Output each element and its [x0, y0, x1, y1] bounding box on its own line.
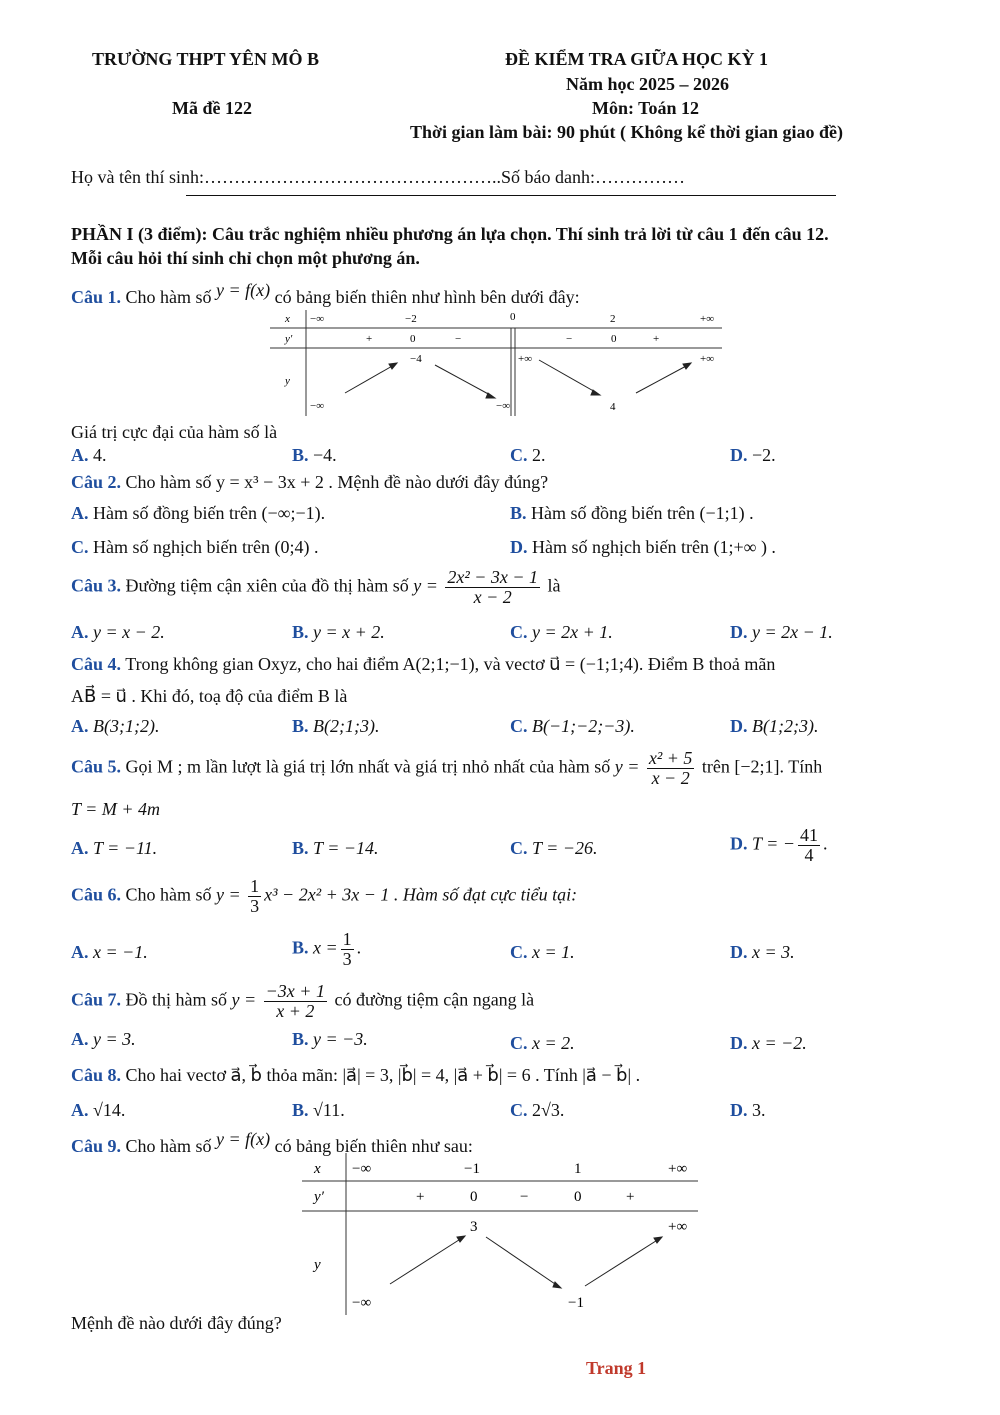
q4-label: Câu 4.: [71, 654, 122, 674]
option-label: D.: [730, 445, 748, 465]
option-text: .: [356, 937, 362, 958]
option-text: y = 2x − 1.: [752, 622, 833, 642]
option-text: y = x − 2.: [93, 622, 165, 642]
q4-option-a[interactable]: [71, 716, 159, 737]
q9-func: y = f(x): [216, 1129, 271, 1149]
q9-label: Câu 9.: [71, 1136, 122, 1156]
option-text: y = 3.: [93, 1029, 136, 1049]
fraction-denominator: x − 2: [651, 767, 690, 788]
option-label: B.: [510, 503, 527, 523]
option-text: x =: [313, 937, 338, 958]
option-text: x = −1.: [93, 942, 148, 962]
q9-y-val: +∞: [668, 1219, 688, 1235]
q3-stem: [71, 568, 561, 607]
q1-sign: 0: [410, 333, 416, 345]
q5-pre: Gọi M ; m lần lượt là giá trị lớn nhất và giá trị nhỏ nhất của hàm số: [125, 756, 611, 777]
option-label: A.: [71, 622, 89, 642]
q1-x-val: 0: [510, 311, 516, 323]
q1-option-c[interactable]: [510, 445, 546, 466]
q3-post: là: [547, 575, 561, 596]
q9-y-val: −1: [568, 1295, 584, 1311]
option-text: Hàm số nghịch biến trên (0;4) .: [93, 537, 319, 557]
q1-question: Giá trị cực đại của hàm số là: [71, 422, 278, 442]
q4-line1: Trong không gian Oxyz, cho hai điểm A(2;1;−1), và vectơ u⃗ = (−1;1;4). Điểm B thoả mãn: [125, 654, 776, 674]
q1-x-val: 2: [610, 313, 616, 325]
q1-x-val: −2: [405, 313, 417, 325]
q4-line2: AB⃗ = u⃗ . Khi đó, toạ độ của điểm B là: [71, 686, 348, 706]
option-text: √11.: [313, 1100, 345, 1120]
option-text: T = −26.: [532, 838, 598, 858]
q3-y: y =: [413, 575, 438, 596]
q3-label: Câu 3.: [71, 575, 122, 596]
q9-sign: +: [626, 1189, 635, 1205]
subject: Môn: Toán 12: [592, 98, 700, 118]
exam-title: ĐỀ KIỂM TRA GIỮA HỌC KỲ 1: [505, 49, 769, 69]
q2-option-c[interactable]: [71, 537, 318, 558]
option-label: D.: [510, 537, 528, 557]
q5-option-d[interactable]: [730, 826, 827, 865]
q1-x-val: +∞: [700, 313, 715, 325]
q8-stem: [71, 1065, 640, 1086]
q4-option-d[interactable]: [730, 716, 818, 737]
option-label: C.: [510, 838, 528, 858]
q5-stem: [71, 749, 822, 788]
q7-label: Câu 7.: [71, 989, 122, 1010]
fraction-numerator: −3x + 1: [265, 981, 325, 1001]
option-label: C.: [510, 942, 528, 962]
option-label: C.: [510, 445, 528, 465]
q1-y-val: −4: [410, 353, 422, 365]
option-text: Hàm số nghịch biến trên (1;+∞ ) .: [532, 537, 776, 557]
option-label: D.: [730, 942, 748, 962]
q1-label: Câu 1.: [71, 287, 122, 307]
option-text: 2.: [532, 445, 546, 465]
option-text: B(3;1;2).: [93, 716, 160, 736]
option-label: B.: [292, 1029, 309, 1049]
fraction-denominator: 3: [250, 895, 260, 916]
q7-post: có đường tiệm cận ngang là: [334, 989, 535, 1010]
q8-label: Câu 8.: [71, 1065, 122, 1085]
fraction-numerator: 1: [342, 929, 352, 949]
option-label: B.: [292, 445, 309, 465]
option-label: D.: [730, 833, 748, 854]
q5-post: trên [−2;1]. Tính: [701, 756, 823, 777]
q2-stem: [71, 472, 548, 493]
q1-option-d[interactable]: [730, 445, 776, 466]
option-text: T = −11.: [93, 838, 158, 858]
fraction-numerator: x² + 5: [648, 748, 693, 768]
q1-sign: −: [455, 333, 462, 345]
q4-option-c[interactable]: [510, 716, 635, 737]
fraction-denominator: 4: [804, 844, 814, 865]
option-label: D.: [730, 1100, 748, 1120]
q2-label: Câu 2.: [71, 472, 122, 492]
page-number: Trang 1: [586, 1358, 647, 1378]
option-label: A.: [71, 445, 89, 465]
option-label: A.: [71, 1029, 89, 1049]
option-label: D.: [730, 716, 748, 736]
q3-fraction: [445, 568, 540, 607]
student-info-line: Họ và tên thí sinh:…………………………………………..Số báo danh:……………: [71, 167, 685, 187]
q5-option-a[interactable]: [71, 838, 157, 859]
school-name: TRƯỜNG THPT YÊN MÔ B: [92, 49, 320, 69]
q2-option-a[interactable]: [71, 503, 325, 524]
q8-option-b[interactable]: [292, 1100, 345, 1121]
q1-post: có bảng biến thiên như hình bên dưới đây:: [274, 287, 580, 307]
q1-y-val: −∞: [496, 400, 511, 412]
q3-option-d[interactable]: [730, 622, 833, 643]
q1-x-label: x: [285, 313, 290, 325]
q6-option-d[interactable]: [730, 942, 795, 963]
option-label: A.: [71, 1100, 89, 1120]
q8-text: Cho hai vectơ a⃗, b⃗ thỏa mãn: |a⃗| = 3, |b⃗| = 4, |a⃗ + b⃗| = 6 . Tính |a⃗ − b⃗| .: [125, 1065, 641, 1085]
q9-yp-label: y′: [314, 1189, 324, 1205]
q5-label: Câu 5.: [71, 756, 122, 777]
option-text: x = −2.: [752, 1033, 807, 1053]
q6-option-b[interactable]: [292, 930, 361, 969]
option-text: B(2;1;3).: [313, 716, 380, 736]
q1-y-val: +∞: [700, 353, 715, 365]
option-text: 3.: [752, 1100, 766, 1120]
option-label: C.: [510, 1100, 528, 1120]
option-label: B.: [292, 1100, 309, 1120]
q2-option-d[interactable]: [510, 537, 776, 558]
fraction-numerator: 1: [250, 876, 260, 896]
fraction-denominator: 3: [342, 948, 352, 969]
q9-post: có bảng biến thiên như sau:: [274, 1136, 473, 1156]
header-divider: [186, 195, 836, 196]
part1-heading: PHẦN I (3 điểm): Câu trắc nghiệm nhiều phương án lựa chọn. Thí sinh trả lời từ câu 1 đến câu 12.: [71, 224, 829, 244]
q9-sign: −: [520, 1189, 529, 1205]
option-text: Hàm số đồng biến trên (−∞;−1).: [93, 503, 326, 523]
q6-pre: Cho hàm số: [125, 884, 212, 905]
option-text: 2√3.: [532, 1100, 565, 1120]
exam-time: Thời gian làm bài: 90 phút ( Không kể thời gian giao đề): [410, 122, 844, 142]
q1-variation-table: [270, 308, 722, 416]
option-text: B(1;2;3).: [752, 716, 819, 736]
q9-y-val: 3: [470, 1219, 478, 1235]
q1-x-val: −∞: [310, 313, 325, 325]
q1-y-val: −∞: [310, 400, 325, 412]
q1-yp-label: y′: [285, 333, 293, 345]
option-text: T = −: [752, 833, 795, 854]
option-label: D.: [730, 1033, 748, 1053]
option-label: A.: [71, 838, 89, 858]
q5-expression: T = M + 4m: [71, 799, 160, 819]
option-label: A.: [71, 503, 89, 523]
q8-option-a[interactable]: [71, 1100, 125, 1121]
option-label: A.: [71, 942, 89, 962]
q9-y-val: −∞: [352, 1295, 372, 1311]
q1-func: y = f(x): [216, 280, 271, 300]
option-text: −4.: [313, 445, 337, 465]
q8-option-d[interactable]: [730, 1100, 766, 1121]
q7-fraction: [264, 982, 327, 1021]
q1-option-a[interactable]: [71, 445, 107, 466]
q5-y: y =: [614, 756, 640, 777]
q1-sign: −: [566, 333, 573, 345]
option-text: .: [822, 833, 828, 854]
option-label: C.: [71, 537, 89, 557]
q5-option-c[interactable]: [510, 838, 597, 859]
q4-option-b[interactable]: [292, 716, 380, 737]
q6-post: x³ − 2x² + 3x − 1 . Hàm số đạt cực tiểu tại:: [264, 884, 578, 905]
q6-option-a[interactable]: [71, 942, 148, 963]
q9-pre: Cho hàm số: [125, 1136, 212, 1156]
q7-option-a[interactable]: [71, 1029, 136, 1050]
option-text: T = −14.: [313, 838, 379, 858]
q2-option-b[interactable]: [510, 503, 754, 524]
option-label: C.: [510, 622, 528, 642]
option-label: D.: [730, 622, 748, 642]
q9-x-val: −∞: [352, 1161, 372, 1177]
school-year: Năm học 2025 – 2026: [566, 74, 729, 94]
q3-option-a[interactable]: [71, 622, 165, 643]
q1-sign: +: [653, 333, 660, 345]
q9-sign: 0: [470, 1189, 478, 1205]
option-text: y = −3.: [313, 1029, 368, 1049]
q8-option-c[interactable]: [510, 1100, 564, 1121]
exam-code: Mã đề 122: [172, 98, 252, 118]
option-text: Hàm số đồng biến trên (−1;1) .: [531, 503, 754, 523]
option-text: √14.: [93, 1100, 126, 1120]
option-label: C.: [510, 716, 528, 736]
q7-option-d[interactable]: [730, 1033, 807, 1054]
q5-line2: [71, 799, 160, 820]
q6-y: y =: [216, 884, 241, 905]
q3-pre: Đường tiệm cận xiên của đồ thị hàm số: [125, 575, 409, 596]
q9-x-val: +∞: [668, 1161, 688, 1177]
q3-option-b[interactable]: [292, 622, 385, 643]
option-text: 4.: [93, 445, 107, 465]
q1-y-label: y: [285, 375, 290, 387]
q1-option-b[interactable]: [292, 445, 337, 466]
q7-y: y =: [231, 989, 257, 1010]
q7-stem: [71, 982, 534, 1021]
q5-d-fraction: [798, 826, 820, 865]
q2-text: Cho hàm số y = x³ − 3x + 2 . Mệnh đề nào dưới đây đúng?: [125, 472, 549, 492]
q6-fraction: [248, 877, 261, 916]
option-text: x = 1.: [532, 942, 575, 962]
option-label: B.: [292, 937, 309, 958]
q1-y-val: +∞: [518, 353, 533, 365]
q1-pre: Cho hàm số: [125, 287, 212, 307]
part1-instruction: Mỗi câu hỏi thí sinh chỉ chọn một phương án.: [71, 248, 420, 268]
option-text: B(−1;−2;−3).: [532, 716, 635, 736]
q9-question: Mệnh đề nào dưới đây đúng?: [71, 1313, 282, 1333]
q3-option-c[interactable]: [510, 622, 613, 643]
q7-option-c[interactable]: [510, 1033, 575, 1054]
q9-variation-table: [302, 1153, 698, 1315]
option-text: −2.: [752, 445, 776, 465]
q4-stem: [71, 654, 775, 675]
option-label: B.: [292, 622, 309, 642]
q9-sign: +: [416, 1189, 425, 1205]
q6-b-fraction: [341, 930, 354, 969]
option-label: B.: [292, 838, 309, 858]
option-text: y = x + 2.: [313, 622, 385, 642]
q5-fraction: [647, 749, 695, 788]
q6-option-c[interactable]: [510, 942, 575, 963]
fraction-numerator: 41: [799, 825, 818, 845]
option-text: y = 2x + 1.: [532, 622, 613, 642]
option-text: x = 3.: [752, 942, 795, 962]
q6-stem: [71, 877, 577, 916]
q9-sign: 0: [574, 1189, 582, 1205]
option-label: A.: [71, 716, 89, 736]
q7-option-b[interactable]: [292, 1029, 368, 1050]
fraction-numerator: 2x² − 3x − 1: [447, 567, 539, 587]
fraction-denominator: x − 2: [473, 586, 512, 607]
q1-sign: +: [366, 333, 373, 345]
q5-option-b[interactable]: [292, 838, 379, 859]
q7-pre: Đồ thị hàm số: [125, 989, 228, 1010]
q9-x-label: x: [314, 1161, 321, 1177]
q1-sign: 0: [611, 333, 617, 345]
q6-label: Câu 6.: [71, 884, 122, 905]
q9-x-val: 1: [574, 1161, 582, 1177]
q9-y-label: y: [314, 1257, 321, 1273]
fraction-denominator: x + 2: [276, 1000, 315, 1021]
q1-stem: [71, 280, 580, 308]
q9-x-val: −1: [464, 1161, 480, 1177]
option-label: C.: [510, 1033, 528, 1053]
option-text: x = 2.: [532, 1033, 575, 1053]
option-label: B.: [292, 716, 309, 736]
q1-y-val: 4: [610, 401, 616, 413]
